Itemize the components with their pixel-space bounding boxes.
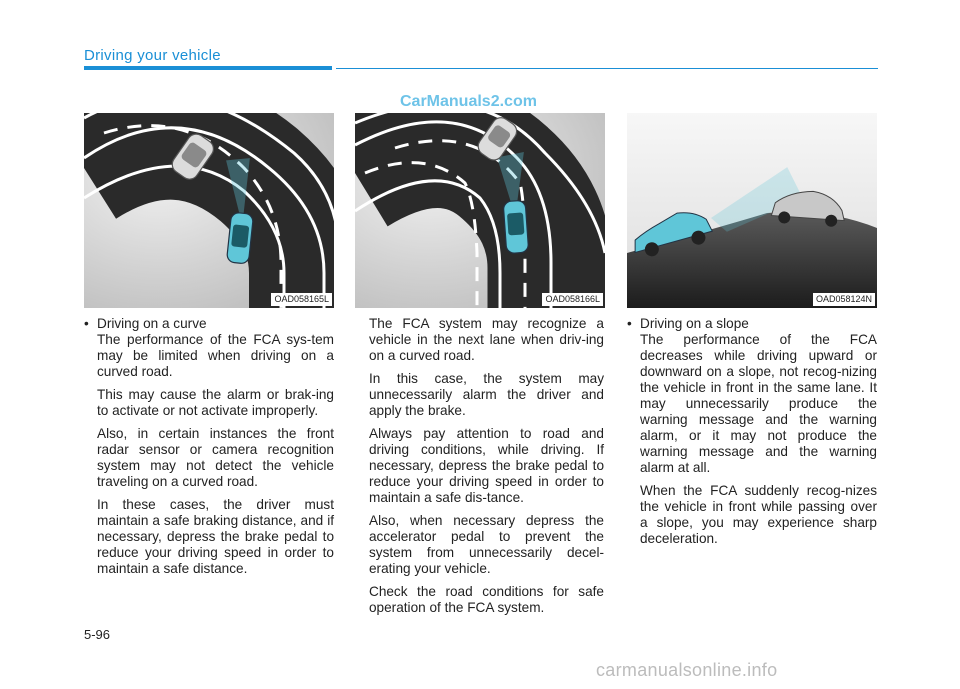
slope-illustration xyxy=(627,113,877,308)
host-car xyxy=(226,212,253,264)
bullet-icon: • xyxy=(84,316,89,331)
column-3 xyxy=(627,316,877,554)
watermark-footer: carmanualsonline.info xyxy=(596,660,778,680)
watermark-top: CarManuals2.com xyxy=(400,93,537,110)
bullet-icon: • xyxy=(627,316,632,331)
figure-curve-same-lane xyxy=(84,113,334,308)
paragraph: When the FCA suddenly recog-nizes the vehicle in front while passing over a slope, you may experience sharp deceleration. xyxy=(640,483,877,546)
host-car-2 xyxy=(503,200,529,253)
paragraph: Always pay attention to road and driving conditions, while driving. If necessary, depress the brake pedal to reduce your driving speed in order to maintain a safe dis-tance. xyxy=(369,426,604,505)
figure-curve-next-lane xyxy=(355,113,605,308)
section-title: Driving your vehicle xyxy=(84,47,221,64)
paragraph: The FCA system may recognize a vehicle in the next lane when driv-ing on a curved road. xyxy=(369,316,604,363)
curve-illustration-1 xyxy=(84,113,334,308)
page-number: 5-96 xyxy=(84,627,111,642)
bullet-item xyxy=(627,316,877,332)
figure-label: OAD058124N xyxy=(813,293,875,306)
figure-slope xyxy=(627,113,877,308)
paragraph: This may cause the alarm or brak-ing to activate or not activate improperly. xyxy=(97,387,334,418)
paragraph: Check the road conditions for safe operation of the FCA system. xyxy=(369,584,604,615)
bullet-item xyxy=(84,316,334,332)
bullet-heading: Driving on a slope xyxy=(640,316,749,331)
curve-illustration-2 xyxy=(355,113,605,308)
column-2 xyxy=(369,316,604,623)
bullet-heading: Driving on a curve xyxy=(97,316,207,331)
paragraph: In this case, the system may unnecessarily alarm the driver and apply the brake. xyxy=(369,371,604,418)
paragraph: The performance of the FCA sys-tem may be limited when driving on a curved road. xyxy=(97,332,334,379)
header-rule-thick xyxy=(84,66,332,70)
column-1 xyxy=(84,316,334,584)
figure-label: OAD058165L xyxy=(271,293,332,306)
header-rule-thin xyxy=(336,68,878,70)
paragraph: In these cases, the driver must maintain a safe braking distance, and if necessary, depress the brake pedal to reduce your driving speed in order to maintain a safe distance. xyxy=(97,497,334,576)
paragraph: Also, when necessary depress the accelerator pedal to prevent the system from unnecessarily decel-erating your vehicle. xyxy=(369,513,604,576)
figure-label: OAD058166L xyxy=(542,293,603,306)
paragraph: Also, in certain instances the front radar sensor or camera recognition system may not detect the vehicle traveling on a curved road. xyxy=(97,426,334,489)
paragraph: The performance of the FCA decreases while driving upward or downward on a slope, not recog-nizing the vehicle in front in the same lane. It may unnecessarily produce the warning message and the warning alarm, or it may not produce the warning message and the warning alarm at all. xyxy=(640,332,877,475)
